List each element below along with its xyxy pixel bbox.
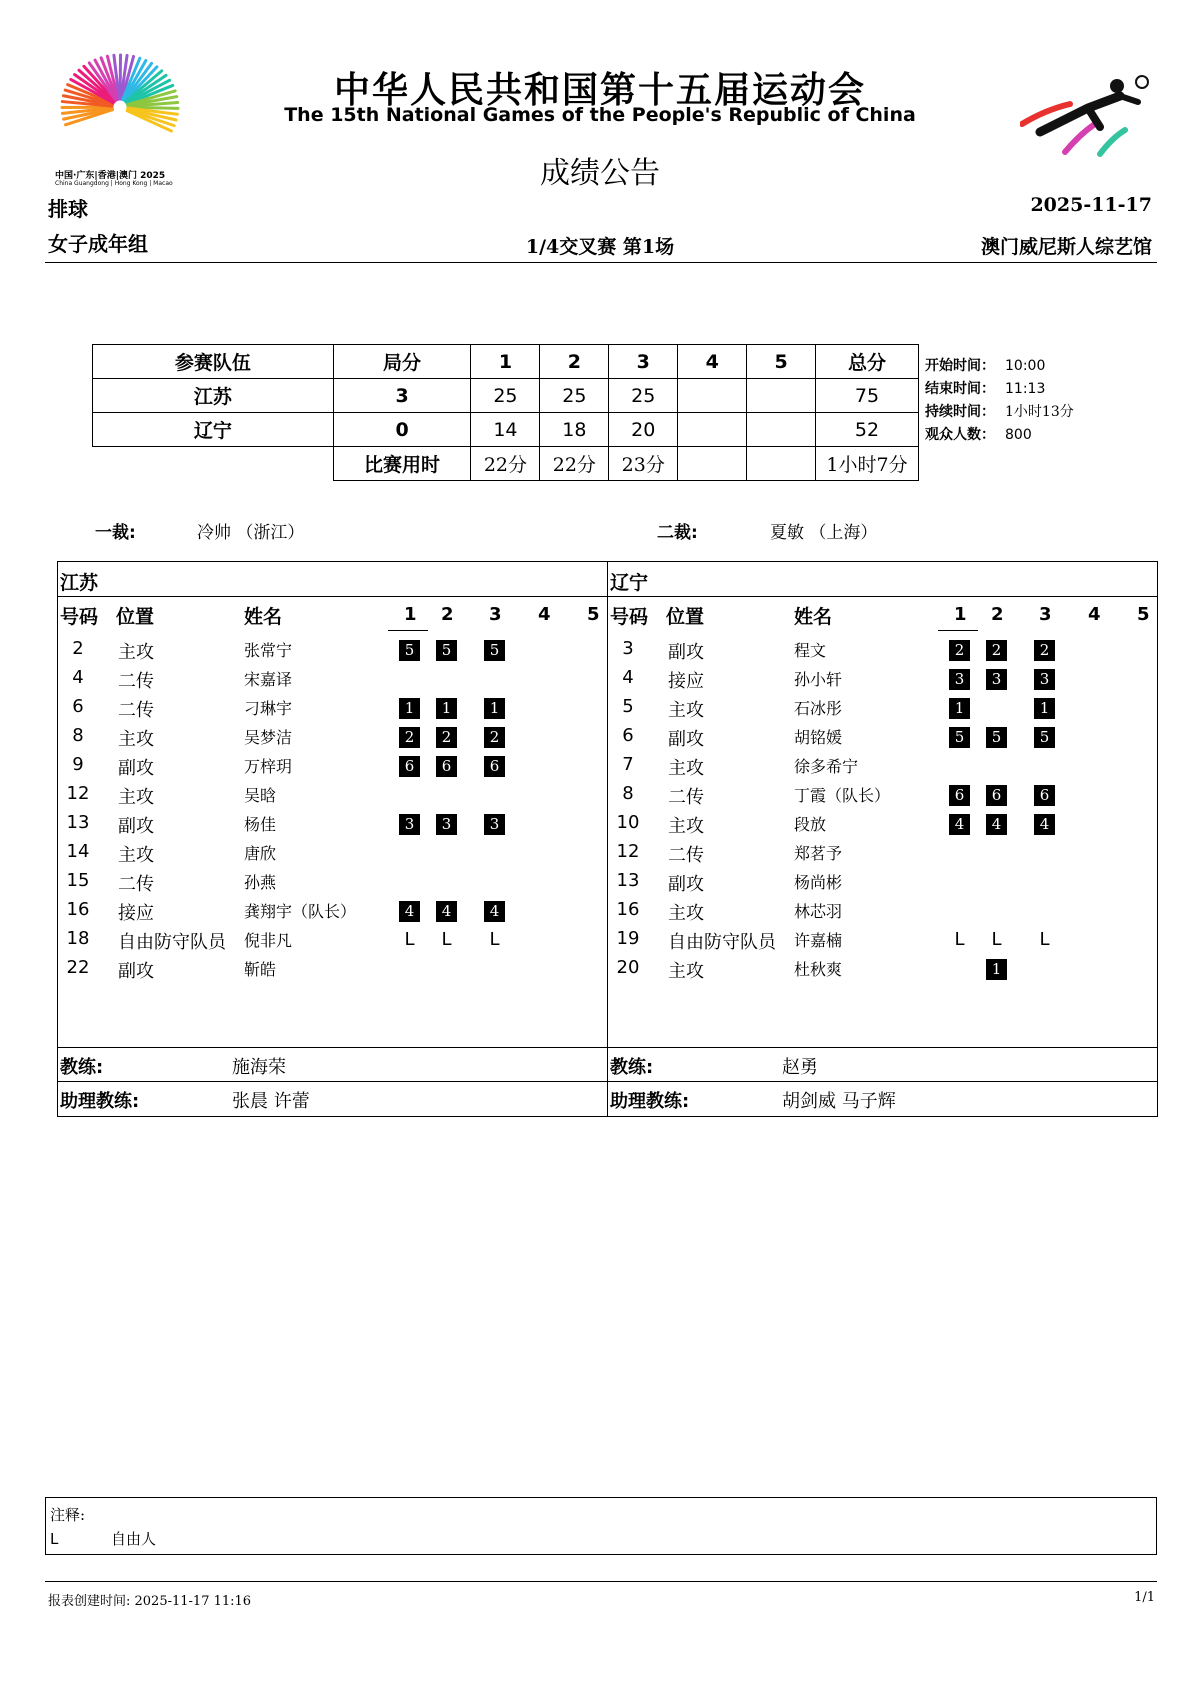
player-row xyxy=(608,870,1157,898)
report-created: 报表创建时间: 2025-11-17 11:16 xyxy=(48,1594,252,1609)
player-row xyxy=(608,899,1157,927)
starting-position-badge: 1 xyxy=(1034,698,1055,719)
header-set-3: 3 xyxy=(609,345,678,379)
starting-position-badge: 4 xyxy=(986,814,1007,835)
player-row xyxy=(58,928,607,956)
player-name: 杨尚彬 xyxy=(794,873,843,892)
player-row xyxy=(58,957,607,985)
libero-mark: L xyxy=(954,929,965,950)
audience xyxy=(925,424,1074,447)
player-name: 倪非凡 xyxy=(244,931,293,950)
col-set-4: 4 xyxy=(538,604,551,625)
libero-mark: L xyxy=(1039,929,1050,950)
col-set-5: 5 xyxy=(587,604,600,625)
col-number: 号码 xyxy=(610,606,649,628)
divider xyxy=(58,1047,607,1048)
player-name: 孙小轩 xyxy=(794,670,843,689)
coach-name: 赵勇 xyxy=(782,1057,818,1078)
score-table xyxy=(92,344,919,481)
col-name: 姓名 xyxy=(794,606,833,628)
player-row xyxy=(608,725,1157,753)
player-row xyxy=(58,841,607,869)
starting-position-badge: 3 xyxy=(484,814,505,835)
player-name: 程文 xyxy=(794,641,827,660)
duration-info-label: 持续时间： xyxy=(925,404,995,420)
end-time-label: 结束时间： xyxy=(925,381,995,397)
player-position: 主攻 xyxy=(668,816,704,837)
player-position: 主攻 xyxy=(668,700,704,721)
player-number: 15 xyxy=(66,870,90,891)
team-panel-liaoning xyxy=(607,561,1158,1117)
second-referee: 夏敏 （上海） xyxy=(770,523,878,543)
col-set-4: 4 xyxy=(1088,604,1101,625)
player-name: 石冰彤 xyxy=(794,699,843,718)
set-score: 20 xyxy=(609,413,678,447)
first-referee-label: 一裁: xyxy=(95,523,136,543)
player-row xyxy=(608,783,1157,811)
starting-position-badge: 1 xyxy=(484,698,505,719)
team-name: 江苏 xyxy=(60,572,99,594)
player-position: 副攻 xyxy=(668,729,704,750)
player-row xyxy=(608,667,1157,695)
libero-mark: L xyxy=(404,929,415,950)
starting-position-badge: 2 xyxy=(436,727,457,748)
player-row xyxy=(608,841,1157,869)
team-name: 辽宁 xyxy=(93,413,334,447)
starting-position-badge: 5 xyxy=(399,640,420,661)
set-score xyxy=(678,413,747,447)
player-number: 6 xyxy=(622,725,634,746)
starting-position-badge: 2 xyxy=(986,640,1007,661)
player-row xyxy=(58,754,607,782)
starting-position-badge: 6 xyxy=(484,756,505,777)
divider xyxy=(58,1081,607,1082)
set-score xyxy=(747,379,816,413)
starting-position-badge: 6 xyxy=(399,756,420,777)
player-name: 郑茗予 xyxy=(794,844,843,863)
col-name: 姓名 xyxy=(244,606,283,628)
start-time-value: 10:00 xyxy=(1005,358,1046,374)
logo-caption-en: China Guangdong | Hong Kong | Macao xyxy=(55,180,173,187)
player-position: 副攻 xyxy=(118,816,154,837)
set-duration xyxy=(747,447,816,481)
player-number: 2 xyxy=(72,638,84,659)
player-position: 主攻 xyxy=(668,903,704,924)
player-number: 3 xyxy=(622,638,634,659)
player-row xyxy=(58,870,607,898)
player-name: 吴梦洁 xyxy=(244,728,293,747)
starting-position-badge: 1 xyxy=(399,698,420,719)
player-row xyxy=(58,812,607,840)
starting-position-badge: 4 xyxy=(399,901,420,922)
starting-position-badge: 2 xyxy=(1034,640,1055,661)
score-row-jiangsu xyxy=(93,379,919,413)
duration-row xyxy=(93,447,919,481)
player-position: 主攻 xyxy=(118,642,154,663)
player-position: 主攻 xyxy=(118,729,154,750)
total-duration: 1小时7分 xyxy=(816,447,919,481)
set-underline xyxy=(938,630,978,631)
starting-position-badge: 3 xyxy=(986,669,1007,690)
player-number: 10 xyxy=(616,812,640,833)
player-name: 龚翔宇（队长） xyxy=(244,902,357,921)
libero-mark: L xyxy=(441,929,452,950)
libero-mark: L xyxy=(991,929,1002,950)
coach-label: 教练: xyxy=(610,1057,654,1078)
sets-won: 0 xyxy=(333,413,471,447)
round-label: 1/4交叉赛 第1场 xyxy=(525,236,675,258)
player-position: 主攻 xyxy=(668,758,704,779)
starting-position-badge: 5 xyxy=(986,727,1007,748)
player-number: 8 xyxy=(72,725,84,746)
set-score: 25 xyxy=(609,379,678,413)
footer-divider xyxy=(45,1581,1157,1582)
duration-value: 1小时13分 xyxy=(1005,404,1074,420)
header-set-5: 5 xyxy=(747,345,816,379)
starting-position-badge: 4 xyxy=(436,901,457,922)
starting-position-badge: 3 xyxy=(436,814,457,835)
set-duration: 22分 xyxy=(540,447,609,481)
player-number: 19 xyxy=(616,928,640,949)
player-row xyxy=(608,754,1157,782)
set-duration xyxy=(678,447,747,481)
starting-position-badge: 2 xyxy=(484,727,505,748)
player-row xyxy=(58,899,607,927)
player-position: 接应 xyxy=(668,671,704,692)
col-set-1: 1 xyxy=(954,604,967,625)
header-team: 参赛队伍 xyxy=(93,345,334,379)
match-info xyxy=(925,355,1074,447)
player-number: 16 xyxy=(616,899,640,920)
starting-position-badge: 5 xyxy=(1034,727,1055,748)
player-number: 20 xyxy=(616,957,640,978)
header-set-4: 4 xyxy=(678,345,747,379)
notes-box xyxy=(45,1497,1157,1555)
player-number: 4 xyxy=(72,667,84,688)
player-name: 杜秋爽 xyxy=(794,960,843,979)
audience-label: 观众人数： xyxy=(925,427,995,443)
set-underline xyxy=(388,630,428,631)
player-position: 二传 xyxy=(118,700,154,721)
player-name: 靳皓 xyxy=(244,960,277,979)
player-number: 13 xyxy=(66,812,90,833)
set-duration: 23分 xyxy=(609,447,678,481)
starting-position-badge: 4 xyxy=(1034,814,1055,835)
player-name: 许嘉楠 xyxy=(794,931,843,950)
player-position: 二传 xyxy=(118,874,154,895)
player-position: 副攻 xyxy=(668,642,704,663)
starting-position-badge: 2 xyxy=(399,727,420,748)
col-number: 号码 xyxy=(60,606,99,628)
player-row xyxy=(58,638,607,666)
player-position: 自由防守队员 xyxy=(668,932,776,953)
player-position: 自由防守队员 xyxy=(118,932,226,953)
divider xyxy=(608,596,1157,597)
duration xyxy=(925,401,1074,424)
starting-position-badge: 1 xyxy=(986,959,1007,980)
col-position: 位置 xyxy=(116,606,155,628)
venue-label: 澳门威尼斯人综艺馆 xyxy=(980,236,1152,258)
player-position: 接应 xyxy=(118,903,154,924)
assistant-coach-label: 助理教练: xyxy=(60,1091,140,1112)
logo-caption-cn: 中国·广东|香港|澳门 2025 xyxy=(55,171,166,181)
player-number: 7 xyxy=(622,754,634,775)
first-referee: 冷帅 （浙江） xyxy=(197,523,305,543)
starting-position-badge: 1 xyxy=(949,698,970,719)
player-name: 吴晗 xyxy=(244,786,277,805)
player-row xyxy=(58,725,607,753)
player-name: 唐欣 xyxy=(244,844,277,863)
player-number: 5 xyxy=(622,696,634,717)
player-row xyxy=(608,638,1157,666)
starting-position-badge: 1 xyxy=(436,698,457,719)
player-position: 副攻 xyxy=(118,758,154,779)
set-score xyxy=(678,379,747,413)
player-name: 宋嘉译 xyxy=(244,670,293,689)
col-set-1: 1 xyxy=(404,604,417,625)
team-panel-jiangsu xyxy=(57,561,608,1117)
player-number: 4 xyxy=(622,667,634,688)
set-duration: 22分 xyxy=(471,447,540,481)
page-number: 1/1 xyxy=(1134,1590,1155,1605)
player-number: 14 xyxy=(66,841,90,862)
player-position: 副攻 xyxy=(668,874,704,895)
starting-position-badge: 5 xyxy=(436,640,457,661)
player-number: 12 xyxy=(616,841,640,862)
player-number: 13 xyxy=(616,870,640,891)
end-time-value: 11:13 xyxy=(1005,381,1046,397)
duration-label: 比赛用时 xyxy=(333,447,471,481)
player-position: 二传 xyxy=(668,787,704,808)
player-number: 8 xyxy=(622,783,634,804)
team-name: 辽宁 xyxy=(610,572,649,594)
starting-position-badge: 5 xyxy=(484,640,505,661)
header-set-1: 1 xyxy=(471,345,540,379)
set-score xyxy=(747,413,816,447)
player-row xyxy=(608,696,1157,724)
games-title-en: The 15th National Games of the People's Republic of China xyxy=(284,104,916,126)
set-score: 18 xyxy=(540,413,609,447)
assistant-coaches: 胡剑威 马子辉 xyxy=(782,1091,896,1112)
document-title: 成绩公告 xyxy=(540,156,660,191)
set-score: 14 xyxy=(471,413,540,447)
player-row xyxy=(58,696,607,724)
player-name: 丁霞（队长） xyxy=(794,786,891,805)
player-position: 主攻 xyxy=(118,787,154,808)
player-position: 二传 xyxy=(118,671,154,692)
player-number: 16 xyxy=(66,899,90,920)
set-score: 25 xyxy=(540,379,609,413)
player-name: 胡铭媛 xyxy=(794,728,843,747)
player-position: 二传 xyxy=(668,845,704,866)
header-total: 总分 xyxy=(816,345,919,379)
total-points: 75 xyxy=(816,379,919,413)
col-set-3: 3 xyxy=(1039,604,1052,625)
start-time-label: 开始时间： xyxy=(925,358,995,374)
coach-label: 教练: xyxy=(60,1057,104,1078)
player-number: 22 xyxy=(66,957,90,978)
notes-meaning: 自由人 xyxy=(111,1530,157,1548)
col-set-2: 2 xyxy=(441,604,454,625)
starting-position-badge: 2 xyxy=(949,640,970,661)
player-row xyxy=(58,783,607,811)
starting-position-badge: 5 xyxy=(949,727,970,748)
player-position: 主攻 xyxy=(668,961,704,982)
blank-cell xyxy=(93,447,334,481)
set-score: 25 xyxy=(471,379,540,413)
sets-won: 3 xyxy=(333,379,471,413)
player-name: 张常宁 xyxy=(244,641,293,660)
assistant-coach-label: 助理教练: xyxy=(610,1091,690,1112)
games-title-cn: 中华人民共和国第十五届运动会 xyxy=(333,70,866,111)
player-name: 孙燕 xyxy=(244,873,277,892)
assistant-coaches: 张晨 许蕾 xyxy=(232,1091,310,1112)
starting-position-badge: 3 xyxy=(949,669,970,690)
second-referee-label: 二裁: xyxy=(657,523,698,543)
starting-position-badge: 3 xyxy=(1034,669,1055,690)
header-divider xyxy=(45,262,1157,263)
end-time xyxy=(925,378,1074,401)
player-row xyxy=(58,667,607,695)
player-row xyxy=(608,812,1157,840)
group-label: 女子成年组 xyxy=(48,232,148,256)
audience-value: 800 xyxy=(1005,427,1032,443)
starting-position-badge: 3 xyxy=(399,814,420,835)
col-set-3: 3 xyxy=(489,604,502,625)
divider xyxy=(58,596,607,597)
coach-name: 施海荣 xyxy=(232,1057,286,1078)
starting-position-badge: 6 xyxy=(436,756,457,777)
player-number: 9 xyxy=(72,754,84,775)
player-number: 12 xyxy=(66,783,90,804)
col-position: 位置 xyxy=(666,606,705,628)
starting-position-badge: 6 xyxy=(949,785,970,806)
player-row xyxy=(608,957,1157,985)
divider xyxy=(608,1081,1157,1082)
player-number: 6 xyxy=(72,696,84,717)
header-sets: 局分 xyxy=(333,345,471,379)
header-set-2: 2 xyxy=(540,345,609,379)
player-name: 徐多希宁 xyxy=(794,757,859,776)
divider xyxy=(608,1047,1157,1048)
total-points: 52 xyxy=(816,413,919,447)
score-row-liaoning xyxy=(93,413,919,447)
team-name: 江苏 xyxy=(93,379,334,413)
player-name: 万梓玥 xyxy=(244,757,293,776)
player-position: 主攻 xyxy=(118,845,154,866)
notes-key: L xyxy=(50,1530,59,1548)
player-position: 副攻 xyxy=(118,961,154,982)
starting-position-badge: 6 xyxy=(1034,785,1055,806)
score-header-row xyxy=(93,345,919,379)
start-time xyxy=(925,355,1074,378)
col-set-5: 5 xyxy=(1137,604,1150,625)
libero-mark: L xyxy=(489,929,500,950)
col-set-2: 2 xyxy=(991,604,1004,625)
starting-position-badge: 6 xyxy=(986,785,1007,806)
player-number: 18 xyxy=(66,928,90,949)
starting-position-badge: 4 xyxy=(484,901,505,922)
player-name: 林芯羽 xyxy=(794,902,843,921)
player-name: 杨佳 xyxy=(244,815,277,834)
match-date: 2025-11-17 xyxy=(1030,194,1152,216)
player-name: 段放 xyxy=(794,815,827,834)
sport-label: 排球 xyxy=(48,197,88,221)
player-row xyxy=(608,928,1157,956)
starting-position-badge: 4 xyxy=(949,814,970,835)
player-name: 刁琳宇 xyxy=(244,699,293,718)
notes-label: 注释: xyxy=(50,1506,86,1524)
